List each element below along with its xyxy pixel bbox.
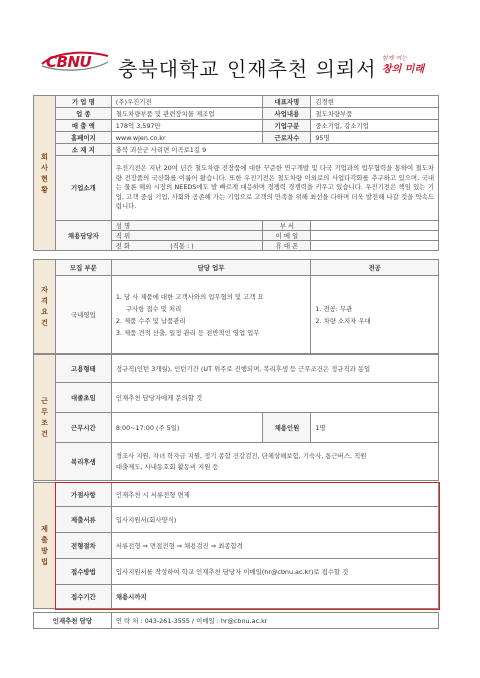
contact-name-label: 성 명 [111, 221, 263, 231]
company-table [33, 95, 439, 251]
sales-value: 178억 3,597만 [111, 120, 263, 132]
section-qualification: 자 격 요 건 [34, 260, 56, 354]
major-list [311, 276, 439, 354]
contact-email-value [311, 231, 439, 241]
contact-dept-label: 부 서 [263, 221, 311, 231]
section-conditions: 근 무 조 건 [34, 355, 56, 481]
salary-label: 대졸초임 [55, 383, 111, 413]
business-label: 사업내용 [263, 108, 311, 120]
footer-label: 인재추천 담당 [34, 613, 112, 629]
welfare-line-1: 경조사 지원, 자녀 학자금 지원, 정기 종합 건강검진, 단체상해보험, 기숙사, 통근버스, 직원 [115, 451, 367, 460]
employees-label: 근로자수 [263, 132, 311, 144]
process-value: 서류전형 ⇒ 면접전형 ⇒ 채용검진 ⇒ 최종합격 [111, 533, 438, 559]
deadline-value: 채용시까지 [111, 585, 438, 609]
business-value: 철도차량부품 [311, 108, 439, 120]
col-duty: 담당 업무 [111, 260, 310, 276]
footer-contact: 연 락 처 : 043-261-3555 / 이메일 : hr@cbnu.ac.kr [111, 613, 438, 629]
sales-label: 매 출 액 [55, 120, 111, 132]
duty-item-1b: 구사항 접수 및 처리 [125, 304, 182, 313]
welfare-line-2: 대출제도, 사내동호회 활동비 지원 등 [115, 462, 219, 471]
process-label: 전형절차 [55, 533, 111, 559]
duty-list [111, 276, 310, 354]
section-submission: 제 출 방 법 [34, 483, 56, 609]
method-value: 입사지원서를 작성하여 학교 인재추천 담당자 이메일(hr@cbnu.ac.kr)로 접수할 것 [111, 559, 438, 585]
contact-mobile-label: 휴 대 폰 [263, 241, 311, 251]
name-value: (주)우진기전 [111, 96, 263, 108]
welfare-label: 복리후생 [55, 443, 111, 481]
intro-value: 우진기전은 지난 20여 년간 철도차량 전장품에 대한 꾸준한 연구개발 및 다국 기업과의 업무협력을 통하여 철도차량 전장품의 국산화를 이룹어 왔습니다. 또한 우진기전은 철도차량 이외로의 사업다각화를 추구하고 있으며, 국내는 물론 해외 시장의 NEEDS에도 발 빠르게 대응하며 경쟁력 경쟁력을 키우고 있습니다. 우진기전은 책임 있는 기업, 고객 중심 기업, 사회와 공존해 가는 기업으로 고객의 만족을 위해 최선을 다하며 더욱 발전해 나갈 것을 약속드립니다. [111, 156, 438, 221]
headcount-label: 채용인원 [263, 413, 311, 443]
page-header [0, 0, 480, 90]
documents-label: 제출서류 [55, 507, 111, 533]
contact-dept-value [311, 221, 439, 231]
intro-label: 기업소개 [55, 156, 111, 221]
preference-value: 인재추천 시 서류전형 면제 [111, 483, 438, 507]
page-title: 충북대학교 인재추천 의뢰서 [118, 57, 377, 81]
logo-text: CBNU [46, 53, 92, 71]
address-value: 충북 괴산군 사리면 이곡로1길 9 [111, 144, 438, 156]
welfare-value [111, 443, 438, 481]
duty-item-2: 2. 제품 수주 및 납품관리 [115, 316, 186, 325]
employment-label: 고용형태 [55, 355, 111, 383]
ceo-value: 김경현 [311, 96, 439, 108]
industry-label: 업 종 [55, 108, 111, 120]
contact-mobile-value [311, 241, 439, 251]
contact-label: 채용담당자 [55, 221, 111, 251]
employees-value: 95명 [311, 132, 439, 144]
conditions-table [33, 354, 439, 481]
headcount-value: 1명 [311, 413, 439, 443]
ceo-label: 대표자명 [263, 96, 311, 108]
major-item-1: 1. 전공: 무관 [315, 304, 353, 313]
col-major: 전공 [311, 260, 439, 276]
slogan [382, 52, 424, 75]
duty-item-3: 3. 제품 견적 산출, 일정 관리 등 전반적인 영업 업무 [115, 328, 260, 337]
contact-phone-label [111, 241, 263, 251]
type-value: 중소기업, 강소기업 [311, 120, 439, 132]
major-item-2: 2. 차량 소지자 우대 [315, 316, 371, 325]
col-dept: 모집 부문 [55, 260, 111, 276]
contact-phone-text: 전 화 [115, 241, 131, 250]
duty-item-1: 1. 당 사 제품에 대한 고객사와의 업무협의 및 고객 요 [115, 292, 264, 301]
contact-direct-text: (직통 : ) [170, 241, 194, 250]
homepage-label: 홈페이지 [55, 132, 111, 144]
footer-table [33, 612, 439, 629]
name-label: 기 업 명 [55, 96, 111, 108]
submission-table [33, 482, 439, 609]
type-label: 기업구분 [263, 120, 311, 132]
dept-value: 국내영업 [55, 276, 111, 354]
hours-value: 8:00~17:00 (주 5일) [111, 413, 263, 443]
contact-email-label: 이 메 일 [263, 231, 311, 241]
deadline-label: 접수기간 [55, 585, 111, 609]
homepage-value[interactable]: www.wjen.co.kr [111, 132, 263, 144]
slogan-big: 창의 미래 [382, 64, 425, 75]
qualification-table [33, 259, 439, 354]
address-label: 소 재 지 [55, 144, 111, 156]
industry-value: 철도차량부품 및 관련장치물 제조업 [111, 108, 263, 120]
preference-label: 가점사항 [55, 483, 111, 507]
salary-value: 인재추천 담당자에게 문의할 것 [111, 383, 438, 413]
section-company: 회 사 현 황 [34, 96, 56, 251]
slogan-small: 함께 여는 [382, 55, 408, 62]
employment-value: 정규직(인턴 3개월), 인턴기간 (UT 위주로 진행되며, 복리후생 등 근무조건은 정규직과 동일 [111, 355, 438, 383]
contact-title-label: 직 위 [111, 231, 263, 241]
hours-label: 근무시간 [55, 413, 111, 443]
method-label: 접수방법 [55, 559, 111, 585]
documents-value: 입사지원서(회사양식) [111, 507, 438, 533]
